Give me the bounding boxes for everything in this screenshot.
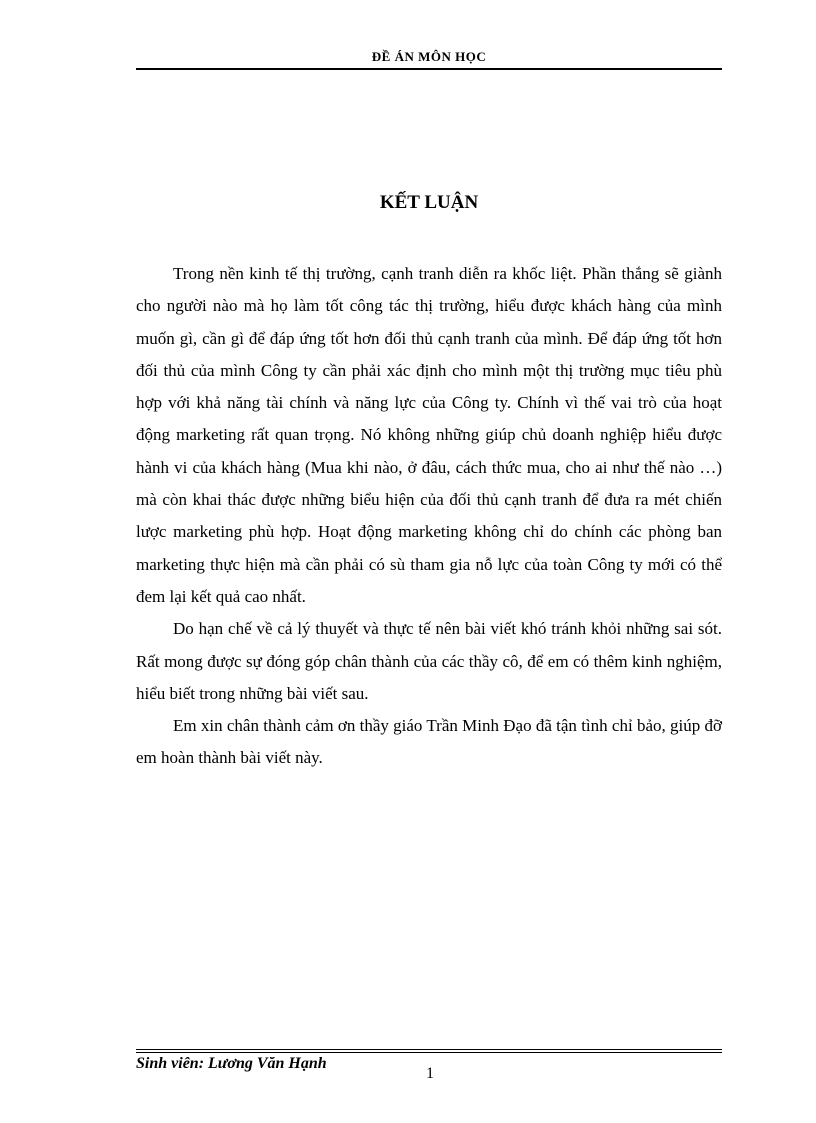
footer-student-name: Sinh viên: Lương Văn Hạnh	[136, 1055, 327, 1072]
header-title: ĐỀ ÁN MÔN HỌC	[371, 49, 487, 64]
paragraph: Em xin chân thành cảm ơn thầy giáo Trần Minh Đạo đã tận tình chỉ bảo, giúp đỡ em hoàn thành bài viết này.	[136, 716, 722, 768]
page-number: 1	[426, 1065, 434, 1082]
footer-divider-bottom	[136, 1052, 722, 1053]
paragraph: Trong nền kinh tế thị trường, cạnh tranh diễn ra khốc liệt. Phần thắng sẽ giành cho người nào mà họ làm tốt công tác thị trường, hiểu được khách hàng của mình muốn gì, cần gì để đáp ứng tốt hơn đối thủ cạnh tranh của mình. Để đáp ứng tốt hơn đối thủ của mình Công ty cần phải xác định cho mình một thị trường mục tiêu phù hợp với khả năng tài chính và năng lực của Công ty. Chính vì thế vai trò của hoạt động marketing rất quan trọng. Nó không những giúp chủ doanh nghiệp hiểu được hành vi của khách hàng (Mua khi nào, ở đâu, cách thức mua, cho ai như thế nào …) mà còn khai thác được những biểu hiện của đối thủ cạnh tranh để đưa ra mét chiến lược marketing phù hợp. Hoạt động marketing không chỉ do chính các phòng ban marketing thực hiện mà cần phải có sù tham gia nỗ lực của toàn Công ty mới có thể đem lại kết quả cao nhất.	[136, 264, 722, 606]
header-divider	[136, 68, 722, 70]
page-title: KẾT LUẬN	[379, 192, 479, 213]
body-text	[136, 258, 722, 775]
footer-divider-top	[136, 1049, 722, 1050]
paragraph: Do hạn chế về cả lý thuyết và thực tế nên bài viết khó tránh khỏi những sai sót. Rất mong được sự đóng góp chân thành của các thầy cô, để em có thêm kinh nghiệm, hiểu biết trong những bài viết sau.	[136, 619, 722, 703]
